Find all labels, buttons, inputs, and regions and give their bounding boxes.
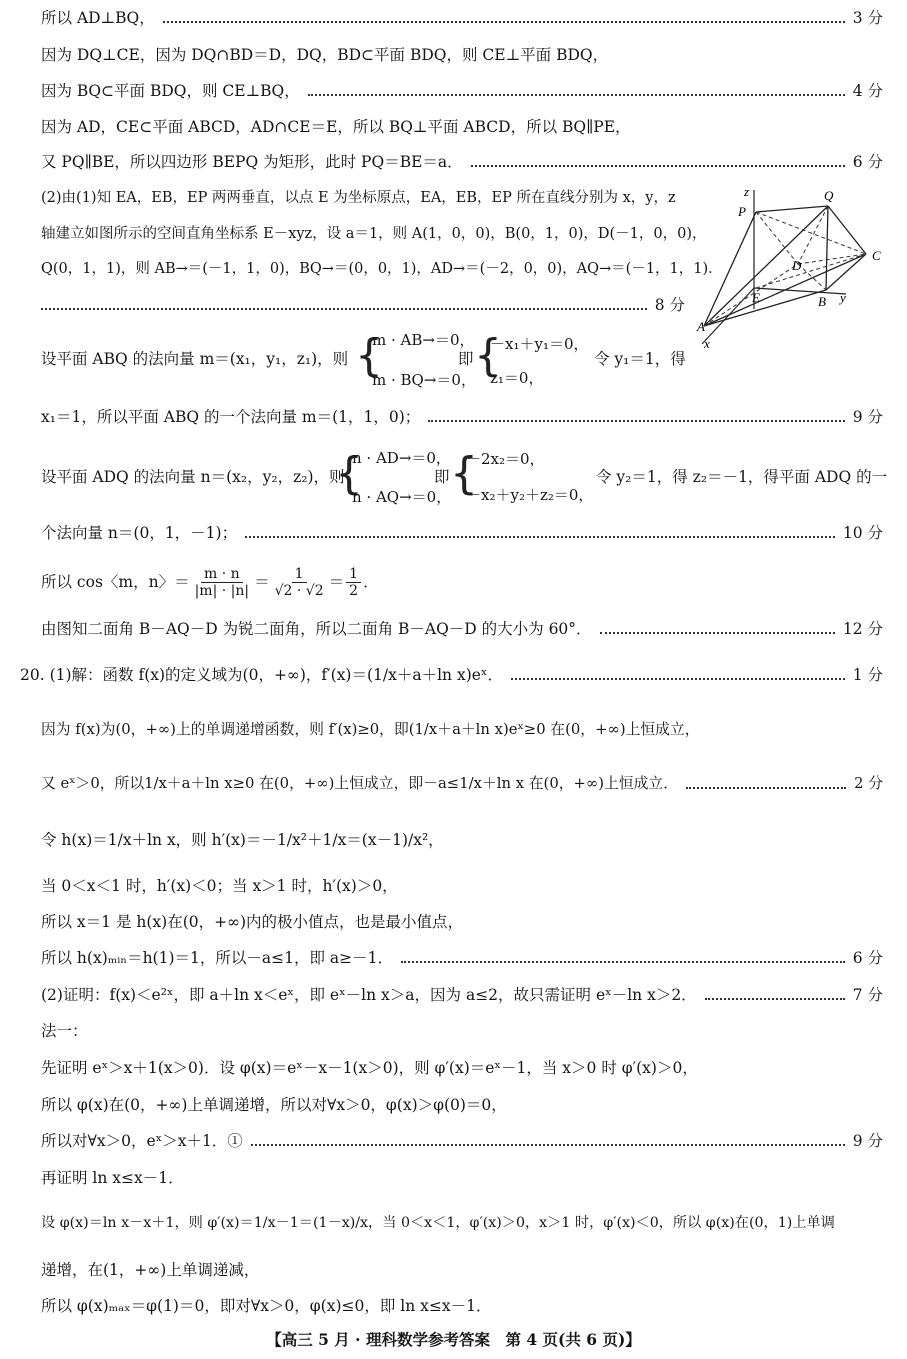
leader-dots	[401, 961, 845, 963]
leader-dots	[471, 165, 845, 167]
line-text: 设 φ(x)＝ln x－x＋1，则 φ′(x)＝1/x－1＝(1－x)/x，当 0＜x＜1，φ′(x)＞0，x＞1 时，φ′(x)＜0，所以 φ(x)在(0，1)上单调	[41, 1215, 835, 1231]
answer-line: 设平面 ABQ 的法向量 m＝(x₁，y₁，z₁)，则	[41, 350, 349, 368]
period: ．	[363, 573, 379, 591]
edge-PQ	[756, 206, 828, 212]
line-text: 20. (1)解：函数 f(x)的定义域为(0，+∞)，f′(x)＝(1/x＋a＋ln x)eˣ．	[20, 666, 503, 684]
edge-BC	[826, 254, 866, 290]
denominator: 2	[349, 582, 359, 599]
y-axis	[754, 288, 846, 294]
score: 7 分	[852, 986, 883, 1004]
denominator: |m| · |n|	[194, 582, 250, 599]
answer-line	[41, 1296, 883, 1316]
label-z: z	[744, 184, 750, 199]
score: 4 分	[852, 82, 883, 100]
line-text: 所以 x＝1 是 h(x)在(0，+∞)内的极小值点，也是最小值点，	[41, 913, 464, 931]
line-text: 因为 AD，CE⊂平面 ABCD，AD∩CE＝E，所以 BQ⊥平面 ABCD，所以 BQ∥PE，	[41, 118, 631, 136]
line-text: 所以 cos〈m，n〉＝	[41, 573, 190, 591]
answer-line	[20, 665, 883, 685]
line-text: 又 eˣ＞0，所以1/x＋a＋ln x≥0 在(0，+∞)上恒成立，即－a≤1/x＋ln x 在(0，+∞)上恒成立．	[41, 775, 679, 792]
fraction	[346, 566, 361, 599]
line-text: x₁＝1，所以平面 ABQ 的一个法向量 m＝(1，1，0)；	[41, 408, 421, 426]
leader-dots	[511, 678, 845, 680]
equation: n · AQ→＝0，	[352, 488, 452, 506]
line-text: 所以 AD⊥BQ，	[41, 9, 155, 27]
answer-line	[41, 188, 685, 208]
answer-line	[41, 45, 883, 65]
fraction	[272, 566, 327, 599]
label-D: D	[792, 258, 802, 273]
line-text: 令 y₂＝1，得 z₂＝－1，得平面 ADQ 的一	[596, 468, 888, 486]
label-B: B	[818, 294, 826, 309]
line-text: 法一：	[41, 1022, 88, 1040]
line-text: 当 0＜x＜1 时，h′(x)＜0；当 x＞1 时，h′(x)＞0，	[41, 877, 398, 895]
answer-line	[41, 774, 883, 794]
left-brace: {	[450, 448, 478, 499]
score: 6 分	[852, 153, 883, 171]
answer-line	[41, 81, 883, 101]
line-text: 所以 φ(x)在(0，+∞)上单调递增，所以对∀x＞0，φ(x)＞φ(0)＝0，	[41, 1096, 507, 1114]
equals-sign: ＝	[328, 573, 345, 591]
leader-dots	[686, 787, 846, 789]
edge-QC	[828, 206, 866, 254]
leader-dots	[705, 998, 845, 1000]
label-E: E	[752, 290, 760, 305]
left-brace: {	[355, 330, 383, 381]
label-y: y	[840, 290, 846, 305]
answer-line	[41, 619, 883, 639]
answer-line	[41, 295, 685, 315]
answer-line	[41, 876, 883, 896]
line-text: 再证明 ln x≤x－1．	[41, 1169, 184, 1187]
line-text: 由图知二面角 B－AQ－D 为锐二面角，所以二面角 B－AQ－D 的大小为 60°．	[41, 620, 592, 638]
answer-line	[41, 1168, 883, 1188]
fraction	[192, 566, 253, 599]
leader-dots	[308, 94, 845, 96]
answer-line	[41, 1058, 883, 1078]
line-text: (2)由(1)知 EA，EB，EP 两两垂直，以点 E 为坐标原点，EA，EB，EP 所在直线分别为 x，y，z	[41, 190, 676, 206]
line-text: 因为 BQ⊂平面 BDQ，则 CE⊥BQ，	[41, 82, 300, 100]
label-Q: Q	[824, 188, 834, 203]
answer-line	[41, 562, 379, 602]
score: 3 分	[852, 9, 883, 27]
label-x: x	[704, 336, 710, 349]
answer-line	[41, 912, 883, 932]
score: 6 分	[852, 949, 883, 967]
score: 1 分	[852, 666, 883, 684]
leader-dots	[41, 308, 647, 310]
answer-line	[41, 985, 883, 1005]
line-text: 递增，在(1，+∞)上单调递减，	[41, 1261, 260, 1279]
answer-line: 设平面 ADQ 的法向量 n＝(x₂，y₂，z₂)，则	[41, 468, 345, 486]
leader-dots	[163, 21, 845, 23]
answer-line	[41, 407, 883, 427]
line-text: Q(0，1，1)，则 AB→＝(－1，1，0)，BQ→＝(0，0，1)，AD→＝(－2，0，0)，AQ→＝(－1，1，1)．	[41, 261, 723, 277]
answer-line	[41, 1131, 883, 1151]
score: 8 分	[654, 296, 685, 314]
numerator: 1	[292, 566, 307, 583]
line-text: 令 y₁＝1，得	[594, 350, 686, 368]
score: 12 分	[842, 620, 883, 638]
answer-line	[41, 948, 883, 968]
answer-line	[41, 8, 883, 28]
score: 10 分	[842, 524, 883, 542]
score: 9 分	[852, 408, 883, 426]
line-text: 又 PQ∥BE，所以四边形 BEPQ 为矩形，此时 PQ＝BE＝a．	[41, 153, 463, 171]
answer-line	[41, 1260, 883, 1280]
equation: －x₂＋y₂＋z₂＝0，	[466, 486, 594, 504]
answer-line	[41, 224, 707, 244]
line-text: 所以 h(x)ₘᵢₙ＝h(1)＝1，所以－a≤1，即 a≥－1．	[41, 949, 393, 967]
equation: m · BQ→＝0，	[372, 371, 476, 389]
numerator: 1	[346, 566, 361, 583]
answer-line	[41, 259, 723, 279]
leader-dots	[245, 536, 835, 538]
equation: －2x₂＝0，	[466, 450, 545, 468]
answer-line	[41, 523, 883, 543]
equation: z₁＝0，	[490, 369, 544, 387]
answer-line	[41, 830, 883, 850]
line-text: 所以 φ(x)ₘₐₓ＝φ(1)＝0，即对∀x＞0，φ(x)≤0，即 ln x≤x－1．	[41, 1297, 492, 1315]
line-text: 个法向量 n＝(0，1，－1)；	[41, 524, 238, 542]
equation: n · AD→＝0，	[352, 449, 451, 467]
page-footer: 【高三 5 月 · 理科数学参考答案 第 4 页(共 6 页)】	[266, 1330, 641, 1349]
leader-dots	[251, 1144, 845, 1146]
line-text: 即	[434, 468, 450, 486]
equals-sign: ＝	[254, 573, 270, 591]
answer-line	[41, 1095, 883, 1115]
answer-line	[41, 117, 883, 137]
answer-line	[41, 152, 883, 172]
line-text: (2)证明：f(x)＜e²ˣ，即 a＋ln x＜eˣ，即 eˣ－ln x＞a，因为 a≤2，故只需证明 eˣ－ln x＞2．	[41, 986, 697, 1004]
leader-dots	[428, 420, 844, 422]
line-text: 轴建立如图所示的空间直角坐标系 E－xyz，设 a＝1，则 A(1，0，0)，B(0，1，0)，D(－1，0，0)，	[41, 226, 707, 242]
left-brace: {	[335, 448, 363, 499]
equation: －x₁＋y₁＝0，	[490, 335, 589, 353]
edge-QB	[826, 206, 828, 290]
line-text: 因为 f(x)为(0，+∞)上的单调递增函数，则 f′(x)≥0，即(1/x＋a＋ln x)eˣ≥0 在(0，+∞)上恒成立，	[41, 721, 700, 738]
answer-line	[41, 1021, 883, 1041]
line-text: 令 h(x)＝1/x＋ln x，则 h′(x)＝－1/x²＋1/x＝(x－1)/x²，	[41, 831, 444, 849]
line-text: 先证明 eˣ＞x＋1(x＞0)．设 φ(x)＝eˣ－x－1(x＞0)，则 φ′(x)＝eˣ－1，当 x＞0 时 φ′(x)＞0，	[41, 1059, 698, 1077]
equation: m · AB→＝0，	[372, 331, 475, 349]
answer-line	[41, 1213, 883, 1233]
leader-dots	[600, 632, 835, 634]
label-A: A	[697, 319, 705, 334]
label-P: P	[738, 204, 746, 219]
answer-line	[41, 720, 883, 740]
left-brace: {	[474, 330, 502, 381]
denominator: √2 · √2	[274, 582, 324, 599]
score: 9 分	[852, 1132, 883, 1150]
line-text: 因为 DQ⊥CE，因为 DQ∩BD＝D，DQ，BD⊂平面 BDQ，则 CE⊥平面 BDQ，	[41, 46, 609, 64]
geometry-figure	[694, 184, 894, 349]
line-text: 所以对∀x＞0，eˣ＞x＋1．①	[41, 1132, 243, 1150]
numerator: m · n	[201, 566, 243, 583]
edge-QD	[798, 206, 828, 264]
label-C: C	[872, 248, 881, 263]
score: 2 分	[854, 775, 883, 792]
edge-DB	[798, 264, 826, 290]
line-text: 即	[458, 350, 474, 368]
